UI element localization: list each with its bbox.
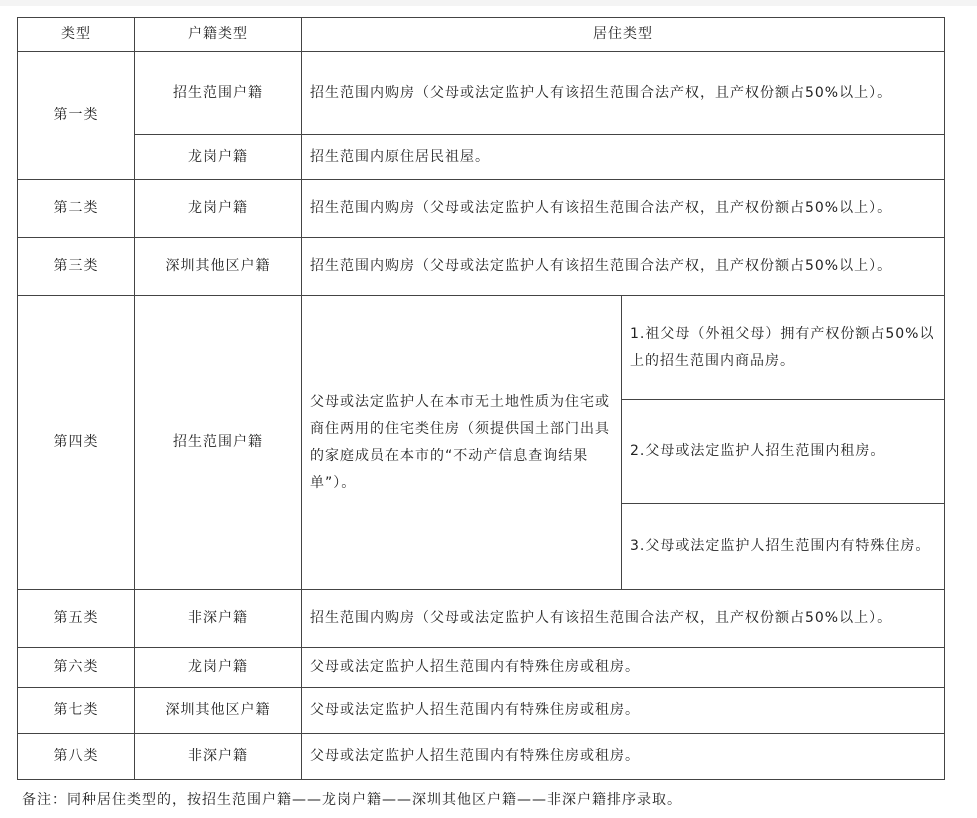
hukou-cell: 龙岗户籍 [135, 180, 302, 238]
footnote: 备注：同种居住类型的，按招生范围户籍——龙岗户籍——深圳其他区户籍——非深户籍排序录取。 [22, 792, 682, 808]
residence-cell: 父母或法定监护人招生范围内有特殊住房或租房。 [302, 688, 945, 734]
residence-cell: 招生范围内购房（父母或法定监护人有该招生范围合法产权，且产权份额占50%以上）。 [302, 52, 945, 135]
hukou-cell: 龙岗户籍 [135, 135, 302, 180]
header-hukou: 户籍类型 [135, 18, 302, 52]
table-row [18, 180, 945, 238]
type-cell: 第四类 [18, 296, 135, 590]
residence-cell: 招生范围内购房（父母或法定监护人有该招生范围合法产权，且产权份额占50%以上）。 [302, 180, 945, 238]
condition-cell: 父母或法定监护人在本市无土地性质为住宅或商住两用的住宅类住房（须提供国土部门出具的家庭成员在本市的“不动产信息查询结果单”）。 [302, 296, 622, 590]
top-edge [0, 0, 977, 6]
table-row [18, 648, 945, 688]
hukou-cell: 招生范围户籍 [135, 296, 302, 590]
table-row [18, 296, 945, 400]
option-cell: 1.祖父母（外祖父母）拥有产权份额占50%以上的招生范围内商品房。 [622, 296, 945, 400]
option-cell: 2.父母或法定监护人招生范围内租房。 [622, 400, 945, 504]
enrollment-table [17, 17, 945, 780]
table-row [18, 590, 945, 648]
type-cell: 第八类 [18, 734, 135, 780]
header-type: 类型 [18, 18, 135, 52]
table-row [18, 52, 945, 135]
table-row [18, 238, 945, 296]
hukou-cell: 非深户籍 [135, 590, 302, 648]
residence-cell: 招生范围内原住居民祖屋。 [302, 135, 945, 180]
table-row [18, 688, 945, 734]
hukou-cell: 深圳其他区户籍 [135, 238, 302, 296]
table-row [18, 135, 945, 180]
type-cell: 第二类 [18, 180, 135, 238]
residence-cell: 父母或法定监护人招生范围内有特殊住房或租房。 [302, 648, 945, 688]
header-residence: 居住类型 [302, 18, 945, 52]
type-cell: 第三类 [18, 238, 135, 296]
hukou-cell: 非深户籍 [135, 734, 302, 780]
option-cell: 3.父母或法定监护人招生范围内有特殊住房。 [622, 504, 945, 590]
type-cell: 第五类 [18, 590, 135, 648]
residence-cell: 父母或法定监护人招生范围内有特殊住房或租房。 [302, 734, 945, 780]
header-row [18, 18, 945, 52]
hukou-cell: 龙岗户籍 [135, 648, 302, 688]
table-row [18, 734, 945, 780]
hukou-cell: 深圳其他区户籍 [135, 688, 302, 734]
type-cell: 第七类 [18, 688, 135, 734]
residence-cell: 招生范围内购房（父母或法定监护人有该招生范围合法产权，且产权份额占50%以上）。 [302, 238, 945, 296]
type-cell: 第六类 [18, 648, 135, 688]
hukou-cell: 招生范围户籍 [135, 52, 302, 135]
residence-cell: 招生范围内购房（父母或法定监护人有该招生范围合法产权，且产权份额占50%以上）。 [302, 590, 945, 648]
type-cell: 第一类 [18, 52, 135, 180]
